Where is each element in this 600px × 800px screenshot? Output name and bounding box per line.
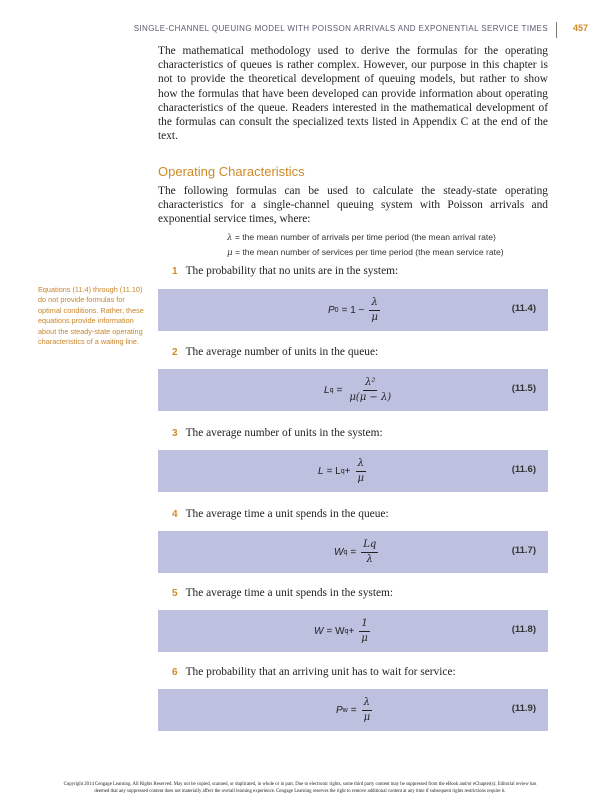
formula-box bbox=[158, 610, 548, 652]
copyright-footer bbox=[18, 781, 582, 795]
denominator: μ bbox=[361, 632, 368, 644]
equation-number: (11.9) bbox=[511, 703, 536, 714]
definition-lambda bbox=[227, 232, 496, 243]
fraction bbox=[362, 697, 373, 724]
formula-sub: q bbox=[340, 467, 345, 475]
margin-note: Equations (11.4) through (11.10) do not provide formulas for optimal conditions. Rather, these equations provide information about the steady-state operating characteristics of a waiting line. bbox=[38, 285, 144, 347]
equation-number: (11.5) bbox=[511, 383, 536, 394]
fraction bbox=[356, 458, 367, 485]
definition-mu bbox=[227, 247, 504, 258]
page-number: 457 bbox=[572, 23, 588, 33]
list-item bbox=[172, 265, 398, 277]
formula-lhs-sub: q bbox=[329, 386, 334, 394]
list-item bbox=[172, 508, 389, 520]
formula-lhs: P bbox=[336, 704, 343, 716]
intro-paragraph: The mathematical methodology used to derive the formulas for the operating characteristics of queues is rather complex. However, our purpose in this chapter is not to provide the theoretical development of queuing models, but rather to show how the formulas that have been developed can provide information about operating characteristics of the queue. Readers interested in the mathematical development of the formulas can consult the specialized texts listed in Appendix C at the end of the text. bbox=[158, 45, 548, 143]
footer-line: Copyright 2014 Cengage Learning. All Rights Reserved. May not be copied, scanned, or duplicated, in whole or in part. Due to electronic rights, some third party content may be suppressed from the eBook and/or eChapter(s). Editorial review has bbox=[63, 782, 537, 787]
formula bbox=[334, 531, 380, 573]
formula-lhs: W bbox=[314, 625, 324, 637]
formula-operator: + bbox=[344, 465, 351, 477]
item-text: The average time a unit spends in the queue: bbox=[185, 508, 389, 520]
formula-operator: = L bbox=[326, 465, 341, 477]
item-text: The average time a unit spends in the system: bbox=[185, 587, 394, 599]
formula-lhs-sub: w bbox=[342, 706, 348, 714]
item-number: 2 bbox=[172, 347, 178, 358]
item-number: 3 bbox=[172, 428, 178, 439]
numerator: λ bbox=[356, 458, 366, 472]
formula-operator: = W bbox=[326, 625, 345, 637]
fraction bbox=[361, 539, 378, 566]
equation-number: (11.4) bbox=[511, 303, 536, 314]
formula-box bbox=[158, 689, 548, 731]
item-text: The average number of units in the system: bbox=[185, 427, 383, 439]
formula-box bbox=[158, 450, 548, 492]
item-number: 1 bbox=[172, 266, 178, 277]
item-text: The probability that no units are in the system: bbox=[185, 265, 399, 277]
list-item bbox=[172, 427, 383, 439]
fraction bbox=[359, 618, 370, 645]
fraction bbox=[369, 297, 380, 324]
list-item bbox=[172, 666, 456, 678]
formula-lhs: L bbox=[324, 384, 330, 396]
formula-operator: = bbox=[336, 384, 343, 396]
denominator: λ bbox=[366, 553, 373, 565]
item-text: The probability that an arriving unit has to wait for service: bbox=[185, 666, 456, 678]
formula-box bbox=[158, 531, 548, 573]
section-intro: The following formulas can be used to calculate the steady-state operating characteristics for a single-channel queuing system with Poisson arrivals and exponential service times, where: bbox=[158, 185, 548, 226]
formula-operator: + bbox=[348, 625, 355, 637]
formula-operator: = 1 − bbox=[341, 304, 365, 316]
denominator: μ bbox=[363, 711, 371, 723]
formula-lhs-sub: 0 bbox=[334, 306, 339, 314]
list-item bbox=[172, 346, 378, 358]
item-number: 4 bbox=[172, 509, 178, 520]
formula-lhs: P bbox=[328, 304, 335, 316]
formula-lhs: W bbox=[334, 546, 344, 558]
numerator: λ bbox=[362, 697, 372, 711]
formula-box bbox=[158, 289, 548, 331]
denominator: μ bbox=[357, 472, 364, 484]
numerator: 1 bbox=[359, 618, 369, 632]
definition-text: = the mean number of services per time period (the mean service rate) bbox=[234, 247, 504, 257]
fraction bbox=[347, 377, 393, 404]
definition-text: = the mean number of arrivals per time period (the mean arrival rate) bbox=[234, 232, 496, 242]
item-text: The average number of units in the queue: bbox=[185, 346, 379, 358]
section-heading: Operating Characteristics bbox=[158, 164, 305, 179]
footer-line: deemed that any suppressed content does not materially affect the overall learning experience. Cengage Learning reserves the right to remove additional content at any time if subsequent rights restrictions require it. bbox=[94, 789, 506, 794]
denominator: μ(μ − λ) bbox=[349, 391, 392, 403]
formula-box bbox=[158, 369, 548, 411]
definition-symbol: μ bbox=[227, 248, 233, 258]
numerator: λ bbox=[369, 297, 379, 311]
item-number: 6 bbox=[172, 667, 178, 678]
formula-lhs-sub: q bbox=[343, 548, 348, 556]
list-item bbox=[172, 587, 393, 599]
equation-number: (11.7) bbox=[511, 545, 536, 556]
formula bbox=[318, 450, 368, 492]
denominator: μ bbox=[371, 311, 378, 323]
formula bbox=[324, 369, 395, 411]
formula bbox=[314, 610, 372, 652]
formula bbox=[336, 689, 374, 731]
numerator: Lq bbox=[361, 539, 378, 553]
header-title: SINGLE-CHANNEL QUEUING MODEL WITH POISSON ARRIVALS AND EXPONENTIAL SERVICE TIMES bbox=[133, 24, 548, 33]
formula bbox=[328, 289, 382, 331]
formula-operator: = bbox=[350, 546, 357, 558]
formula-lhs: L bbox=[318, 465, 324, 477]
item-number: 5 bbox=[172, 588, 178, 599]
header-divider bbox=[556, 22, 557, 38]
equation-number: (11.6) bbox=[511, 464, 536, 475]
formula-operator: = bbox=[350, 704, 357, 716]
running-header bbox=[0, 22, 600, 38]
equation-number: (11.8) bbox=[511, 624, 536, 635]
numerator: λ² bbox=[363, 377, 377, 391]
formula-sub: q bbox=[344, 627, 349, 635]
definition-symbol: λ bbox=[227, 233, 233, 243]
